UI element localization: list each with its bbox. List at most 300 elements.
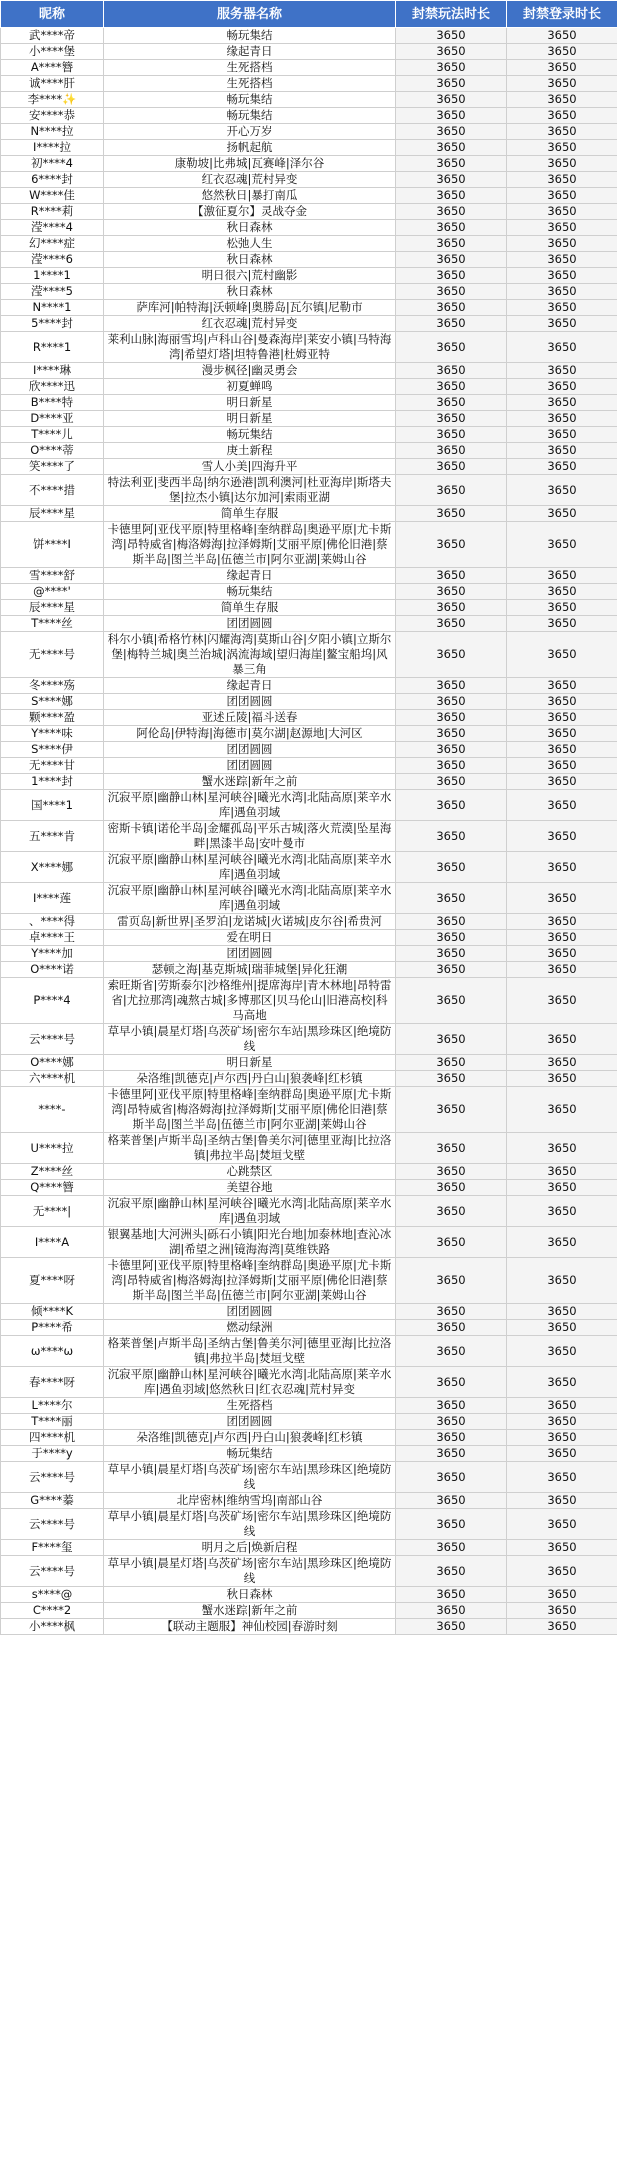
table-row [1, 220, 617, 236]
server-name-cell: 畅玩集结 [104, 92, 396, 108]
nickname-cell: C****2 [1, 1603, 104, 1619]
login-ban-cell: 3650 [507, 284, 617, 300]
nickname-cell: 诚****肝 [1, 76, 104, 92]
login-ban-cell: 3650 [507, 459, 617, 475]
login-ban-cell: 3650 [507, 124, 617, 140]
server-name-cell: 畅玩集结 [104, 28, 396, 44]
login-ban-cell: 3650 [507, 1509, 617, 1540]
server-name-cell: 沉寂平原|幽静山林|星河峡谷|曦光水湾|北陆高原|莱辛水库|遇鱼羽域|悠然秋日|红衣忍魂|荒村异变 [104, 1367, 396, 1398]
nickname-cell: B****特 [1, 395, 104, 411]
gameplay-ban-cell: 3650 [396, 108, 507, 124]
table-header-row [1, 1, 617, 28]
nickname-cell: D****亚 [1, 411, 104, 427]
gameplay-ban-cell: 3650 [396, 1164, 507, 1180]
server-name-cell: 阿伦岛|伊特海|海德市|莫尔湖|赵源地|大河区 [104, 726, 396, 742]
server-name-cell: 心跳禁区 [104, 1164, 396, 1180]
gameplay-ban-cell: 3650 [396, 1556, 507, 1587]
server-name-cell: 朵洛维|凯德克|卢尔西|丹白山|狼袭峰|红杉镇 [104, 1430, 396, 1446]
table-row [1, 821, 617, 852]
login-ban-cell: 3650 [507, 774, 617, 790]
login-ban-cell: 3650 [507, 220, 617, 236]
gameplay-ban-cell: 3650 [396, 978, 507, 1024]
server-name-cell: 索旺斯省|劳斯泰尔|沙格维州|提席海岸|青木林地|昂特雷省|尤拉那湾|魂熬古城|多博那区|贝马伦山|旧港高校|科马高地 [104, 978, 396, 1024]
server-name-cell: 团团圆圆 [104, 616, 396, 632]
login-ban-cell: 3650 [507, 60, 617, 76]
table-row [1, 379, 617, 395]
gameplay-ban-cell: 3650 [396, 124, 507, 140]
server-name-cell: 朵洛维|凯德克|卢尔西|丹白山|狼袭峰|红杉镇 [104, 1071, 396, 1087]
nickname-cell: I****拉 [1, 140, 104, 156]
server-name-cell: 科尔小镇|希格竹林|闪耀海湾|莫斯山谷|夕阳小镇|立斯尔堡|梅特兰城|奥兰治城|涡流海域|望归海崖|鳌宝船坞|风暴三角 [104, 632, 396, 678]
gameplay-ban-cell: 3650 [396, 284, 507, 300]
nickname-cell: 六****机 [1, 1071, 104, 1087]
server-name-cell: 团团圆圆 [104, 742, 396, 758]
gameplay-ban-cell: 3650 [396, 268, 507, 284]
table-row [1, 1414, 617, 1430]
gameplay-ban-cell: 3650 [396, 140, 507, 156]
table-row [1, 1304, 617, 1320]
table-row [1, 962, 617, 978]
server-name-cell: 简单生存服 [104, 600, 396, 616]
table-row [1, 946, 617, 962]
table-row [1, 60, 617, 76]
nickname-cell: 四****机 [1, 1430, 104, 1446]
nickname-cell: 滢****6 [1, 252, 104, 268]
server-name-cell: 团团圆圆 [104, 1414, 396, 1430]
gameplay-ban-cell: 3650 [396, 60, 507, 76]
nickname-cell: 倾****K [1, 1304, 104, 1320]
table-row [1, 459, 617, 475]
server-name-cell: 北岸密林|维纳雪坞|南部山谷 [104, 1493, 396, 1509]
gameplay-ban-cell: 3650 [396, 1540, 507, 1556]
nickname-cell: 无****甘 [1, 758, 104, 774]
gameplay-ban-cell: 3650 [396, 156, 507, 172]
login-ban-cell: 3650 [507, 790, 617, 821]
gameplay-ban-cell: 3650 [396, 1087, 507, 1133]
login-ban-cell: 3650 [507, 1196, 617, 1227]
nickname-cell: 欣****迅 [1, 379, 104, 395]
nickname-cell: 春****呀 [1, 1367, 104, 1398]
table-row [1, 1493, 617, 1509]
nickname-cell: 无****| [1, 1196, 104, 1227]
login-ban-cell: 3650 [507, 76, 617, 92]
server-name-cell: 生死搭档 [104, 1398, 396, 1414]
gameplay-ban-cell: 3650 [396, 584, 507, 600]
nickname-cell: N****拉 [1, 124, 104, 140]
table-row [1, 678, 617, 694]
nickname-cell: s****@ [1, 1587, 104, 1603]
gameplay-ban-cell: 3650 [396, 1446, 507, 1462]
gameplay-ban-cell: 3650 [396, 930, 507, 946]
header-login-ban-duration: 封禁登录时长 [507, 1, 617, 28]
table-row [1, 300, 617, 316]
gameplay-ban-cell: 3650 [396, 1304, 507, 1320]
login-ban-cell: 3650 [507, 726, 617, 742]
login-ban-cell: 3650 [507, 1180, 617, 1196]
server-name-cell: 雪人小美|四海升平 [104, 459, 396, 475]
nickname-cell: P****希 [1, 1320, 104, 1336]
gameplay-ban-cell: 3650 [396, 1619, 507, 1635]
table-row [1, 1587, 617, 1603]
server-name-cell: 沉寂平原|幽静山林|星河峡谷|曦光水湾|北陆高原|莱辛水库|遇鱼羽域 [104, 883, 396, 914]
login-ban-cell: 3650 [507, 1446, 617, 1462]
nickname-cell: P****4 [1, 978, 104, 1024]
gameplay-ban-cell: 3650 [396, 1196, 507, 1227]
nickname-cell: T****丝 [1, 616, 104, 632]
login-ban-cell: 3650 [507, 268, 617, 284]
login-ban-cell: 3650 [507, 1227, 617, 1258]
login-ban-cell: 3650 [507, 332, 617, 363]
gameplay-ban-cell: 3650 [396, 188, 507, 204]
table-row [1, 475, 617, 506]
server-name-cell: 美望谷地 [104, 1180, 396, 1196]
gameplay-ban-cell: 3650 [396, 1227, 507, 1258]
login-ban-cell: 3650 [507, 946, 617, 962]
nickname-cell: R****莉 [1, 204, 104, 220]
login-ban-cell: 3650 [507, 475, 617, 506]
login-ban-cell: 3650 [507, 1258, 617, 1304]
nickname-cell: 1****封 [1, 774, 104, 790]
login-ban-cell: 3650 [507, 1024, 617, 1055]
table-row [1, 172, 617, 188]
gameplay-ban-cell: 3650 [396, 726, 507, 742]
nickname-cell: 辰****星 [1, 506, 104, 522]
gameplay-ban-cell: 3650 [396, 28, 507, 44]
nickname-cell: 安****恭 [1, 108, 104, 124]
server-name-cell: 卡德里阿|亚伐平原|特里格峰|奎纳群岛|奥逊平原|尤卡斯湾|昂特威省|梅洛姆海|拉泽姆斯|艾丽平原|佛伦旧港|蔡斯半岛|图兰半岛|伍德兰市|阿尔亚湖|莱姆山谷 [104, 522, 396, 568]
gameplay-ban-cell: 3650 [396, 1071, 507, 1087]
server-name-cell: 爱在明日 [104, 930, 396, 946]
gameplay-ban-cell: 3650 [396, 411, 507, 427]
login-ban-cell: 3650 [507, 1164, 617, 1180]
table-row [1, 726, 617, 742]
table-row [1, 632, 617, 678]
header-server-name: 服务器名称 [104, 1, 396, 28]
table-row [1, 1462, 617, 1493]
gameplay-ban-cell: 3650 [396, 774, 507, 790]
gameplay-ban-cell: 3650 [396, 76, 507, 92]
server-name-cell: 草早小镇|晨星灯塔|乌茨矿场|密尔车站|黑珍珠区|绝境防线 [104, 1556, 396, 1587]
server-name-cell: 沉寂平原|幽静山林|星河峡谷|曦光水湾|北陆高原|莱辛水库|遇鱼羽域 [104, 852, 396, 883]
gameplay-ban-cell: 3650 [396, 92, 507, 108]
gameplay-ban-cell: 3650 [396, 632, 507, 678]
login-ban-cell: 3650 [507, 632, 617, 678]
table-row [1, 758, 617, 774]
table-row [1, 1087, 617, 1133]
gameplay-ban-cell: 3650 [396, 475, 507, 506]
login-ban-cell: 3650 [507, 1071, 617, 1087]
gameplay-ban-cell: 3650 [396, 44, 507, 60]
server-name-cell: 格莱普堡|卢斯半岛|圣纳古堡|鲁美尔河|德里亚海|比拉洛镇|弗拉半岛|焚垣戈壁 [104, 1133, 396, 1164]
login-ban-cell: 3650 [507, 600, 617, 616]
gameplay-ban-cell: 3650 [396, 568, 507, 584]
nickname-cell: F****玺 [1, 1540, 104, 1556]
login-ban-cell: 3650 [507, 172, 617, 188]
table-body [1, 28, 617, 1635]
server-name-cell: 燃动绿洲 [104, 1320, 396, 1336]
server-name-cell: 畅玩集结 [104, 584, 396, 600]
gameplay-ban-cell: 3650 [396, 1414, 507, 1430]
server-name-cell: 团团圆圆 [104, 1304, 396, 1320]
nickname-cell: 5****封 [1, 316, 104, 332]
login-ban-cell: 3650 [507, 1304, 617, 1320]
nickname-cell: T****儿 [1, 427, 104, 443]
login-ban-cell: 3650 [507, 1540, 617, 1556]
nickname-cell: 五****肯 [1, 821, 104, 852]
server-name-cell: 悠然秋日|暴打南瓜 [104, 188, 396, 204]
server-name-cell: 缘起青日 [104, 678, 396, 694]
server-name-cell: 简单生存服 [104, 506, 396, 522]
nickname-cell: @****' [1, 584, 104, 600]
gameplay-ban-cell: 3650 [396, 427, 507, 443]
login-ban-cell: 3650 [507, 1603, 617, 1619]
table-row [1, 883, 617, 914]
table-row [1, 1071, 617, 1087]
login-ban-cell: 3650 [507, 411, 617, 427]
nickname-cell: 于****y [1, 1446, 104, 1462]
server-name-cell: 团团圆圆 [104, 946, 396, 962]
nickname-cell: T****丽 [1, 1414, 104, 1430]
server-name-cell: 卡德里阿|亚伐平原|特里格峰|奎纳群岛|奥逊平原|尤卡斯湾|昂特威省|梅洛姆海|拉泽姆斯|艾丽平原|佛伦旧港|蔡斯半岛|图兰半岛|伍德兰市|阿尔亚湖|莱姆山谷 [104, 1258, 396, 1304]
login-ban-cell: 3650 [507, 821, 617, 852]
nickname-cell: 云****号 [1, 1462, 104, 1493]
nickname-cell: Q****簪 [1, 1180, 104, 1196]
login-ban-cell: 3650 [507, 92, 617, 108]
gameplay-ban-cell: 3650 [396, 506, 507, 522]
table-row [1, 1619, 617, 1635]
table-row [1, 284, 617, 300]
nickname-cell: 滢****4 [1, 220, 104, 236]
table-row [1, 1227, 617, 1258]
server-name-cell: 明日很六|荒村幽影 [104, 268, 396, 284]
gameplay-ban-cell: 3650 [396, 252, 507, 268]
gameplay-ban-cell: 3650 [396, 883, 507, 914]
server-name-cell: 秋日森林 [104, 220, 396, 236]
login-ban-cell: 3650 [507, 962, 617, 978]
login-ban-cell: 3650 [507, 852, 617, 883]
nickname-cell: I****A [1, 1227, 104, 1258]
table-row [1, 1556, 617, 1587]
server-name-cell: 莱利山脉|海丽雪坞|卢科山谷|曼森海岸|莱安小镇|马特海湾|希望灯塔|坦特鲁港|杜姆亚特 [104, 332, 396, 363]
gameplay-ban-cell: 3650 [396, 914, 507, 930]
table-row [1, 930, 617, 946]
nickname-cell: O****诺 [1, 962, 104, 978]
login-ban-cell: 3650 [507, 568, 617, 584]
server-name-cell: 【联动主题服】神仙校园|春游时刻 [104, 1619, 396, 1635]
login-ban-cell: 3650 [507, 108, 617, 124]
table-row [1, 427, 617, 443]
gameplay-ban-cell: 3650 [396, 1509, 507, 1540]
gameplay-ban-cell: 3650 [396, 742, 507, 758]
table-row [1, 1320, 617, 1336]
table-row [1, 1164, 617, 1180]
table-row [1, 188, 617, 204]
login-ban-cell: 3650 [507, 978, 617, 1024]
table-row [1, 1509, 617, 1540]
nickname-cell: A****簪 [1, 60, 104, 76]
gameplay-ban-cell: 3650 [396, 379, 507, 395]
nickname-cell: 辰****星 [1, 600, 104, 616]
gameplay-ban-cell: 3650 [396, 1430, 507, 1446]
gameplay-ban-cell: 3650 [396, 1055, 507, 1071]
login-ban-cell: 3650 [507, 316, 617, 332]
table-row [1, 584, 617, 600]
table-row [1, 1430, 617, 1446]
gameplay-ban-cell: 3650 [396, 790, 507, 821]
nickname-cell: 云****号 [1, 1556, 104, 1587]
table-row [1, 252, 617, 268]
server-name-cell: 红衣忍魂|荒村异变 [104, 316, 396, 332]
login-ban-cell: 3650 [507, 363, 617, 379]
table-row [1, 506, 617, 522]
server-name-cell: 生死搭档 [104, 76, 396, 92]
table-row [1, 694, 617, 710]
nickname-cell: ω****ω [1, 1336, 104, 1367]
login-ban-cell: 3650 [507, 300, 617, 316]
login-ban-cell: 3650 [507, 506, 617, 522]
table-row [1, 1446, 617, 1462]
server-name-cell: 卡德里阿|亚伐平原|特里格峰|奎纳群岛|奥逊平原|尤卡斯湾|昂特威省|梅洛姆海|拉泽姆斯|艾丽平原|佛伦旧港|蔡斯半岛|图兰半岛|伍德兰市|阿尔亚湖|莱姆山谷 [104, 1087, 396, 1133]
nickname-cell: Y****加 [1, 946, 104, 962]
nickname-cell: N****1 [1, 300, 104, 316]
login-ban-cell: 3650 [507, 140, 617, 156]
server-name-cell: 初夏蝉鸣 [104, 379, 396, 395]
header-nickname: 昵称 [1, 1, 104, 28]
nickname-cell: 国****1 [1, 790, 104, 821]
login-ban-cell: 3650 [507, 204, 617, 220]
gameplay-ban-cell: 3650 [396, 1320, 507, 1336]
table-row [1, 92, 617, 108]
server-name-cell: 蟹水迷踪|新年之前 [104, 1603, 396, 1619]
login-ban-cell: 3650 [507, 1587, 617, 1603]
gameplay-ban-cell: 3650 [396, 395, 507, 411]
table-row [1, 1133, 617, 1164]
table-row [1, 1196, 617, 1227]
login-ban-cell: 3650 [507, 1367, 617, 1398]
gameplay-ban-cell: 3650 [396, 821, 507, 852]
table-row [1, 1398, 617, 1414]
gameplay-ban-cell: 3650 [396, 236, 507, 252]
server-name-cell: 蟹水迷踪|新年之前 [104, 774, 396, 790]
table-row [1, 1024, 617, 1055]
server-name-cell: 漫步枫径|幽灵勇会 [104, 363, 396, 379]
login-ban-cell: 3650 [507, 1398, 617, 1414]
table-row [1, 568, 617, 584]
login-ban-cell: 3650 [507, 1414, 617, 1430]
login-ban-cell: 3650 [507, 584, 617, 600]
login-ban-cell: 3650 [507, 930, 617, 946]
nickname-cell: U****拉 [1, 1133, 104, 1164]
login-ban-cell: 3650 [507, 1619, 617, 1635]
nickname-cell: 卓****王 [1, 930, 104, 946]
login-ban-cell: 3650 [507, 694, 617, 710]
nickname-cell: I****莲 [1, 883, 104, 914]
gameplay-ban-cell: 3650 [396, 1587, 507, 1603]
gameplay-ban-cell: 3650 [396, 678, 507, 694]
server-name-cell: 庚土新程 [104, 443, 396, 459]
server-name-cell: 团团圆圆 [104, 694, 396, 710]
nickname-cell: ****- [1, 1087, 104, 1133]
server-name-cell: 缘起青日 [104, 44, 396, 60]
table-row [1, 236, 617, 252]
server-name-cell: 团团圆圆 [104, 758, 396, 774]
table-row [1, 316, 617, 332]
gameplay-ban-cell: 3650 [396, 600, 507, 616]
login-ban-cell: 3650 [507, 742, 617, 758]
gameplay-ban-cell: 3650 [396, 1493, 507, 1509]
nickname-cell: 夏****呀 [1, 1258, 104, 1304]
gameplay-ban-cell: 3650 [396, 220, 507, 236]
gameplay-ban-cell: 3650 [396, 522, 507, 568]
server-name-cell: 明日新星 [104, 411, 396, 427]
table-row [1, 411, 617, 427]
gameplay-ban-cell: 3650 [396, 694, 507, 710]
server-name-cell: 秋日森林 [104, 1587, 396, 1603]
nickname-cell: W****佳 [1, 188, 104, 204]
nickname-cell: G****蓁 [1, 1493, 104, 1509]
server-name-cell: 沉寂平原|幽静山林|星河峡谷|曦光水湾|北陆高原|莱辛水库|遇鱼羽域 [104, 790, 396, 821]
nickname-cell: 小****枫 [1, 1619, 104, 1635]
server-name-cell: 亚述丘陵|福斗送春 [104, 710, 396, 726]
table-row [1, 363, 617, 379]
login-ban-cell: 3650 [507, 427, 617, 443]
login-ban-cell: 3650 [507, 379, 617, 395]
gameplay-ban-cell: 3650 [396, 1133, 507, 1164]
nickname-cell: I****琳 [1, 363, 104, 379]
nickname-cell: L****尔 [1, 1398, 104, 1414]
table-row [1, 44, 617, 60]
table-row [1, 1603, 617, 1619]
gameplay-ban-cell: 3650 [396, 363, 507, 379]
login-ban-cell: 3650 [507, 443, 617, 459]
server-name-cell: 扬帆起航 [104, 140, 396, 156]
table-row [1, 1336, 617, 1367]
nickname-cell: 饼****I [1, 522, 104, 568]
login-ban-cell: 3650 [507, 758, 617, 774]
table-row [1, 395, 617, 411]
login-ban-cell: 3650 [507, 1133, 617, 1164]
server-name-cell: 密斯卡镇|诺伦半岛|金耀孤岛|平乐古城|落火荒漠|坠星海畔|黑漆半岛|安叶曼市 [104, 821, 396, 852]
gameplay-ban-cell: 3650 [396, 459, 507, 475]
gameplay-ban-cell: 3650 [396, 1336, 507, 1367]
server-name-cell: 康勒坡|比弗城|瓦赛峰|泽尔谷 [104, 156, 396, 172]
gameplay-ban-cell: 3650 [396, 332, 507, 363]
gameplay-ban-cell: 3650 [396, 443, 507, 459]
server-name-cell: 草早小镇|晨星灯塔|乌茨矿场|密尔车站|黑珍珠区|绝境防线 [104, 1509, 396, 1540]
gameplay-ban-cell: 3650 [396, 852, 507, 883]
nickname-cell: S****伊 [1, 742, 104, 758]
server-name-cell: 草早小镇|晨星灯塔|乌茨矿场|密尔车站|黑珍珠区|绝境防线 [104, 1462, 396, 1493]
gameplay-ban-cell: 3650 [396, 1180, 507, 1196]
login-ban-cell: 3650 [507, 522, 617, 568]
nickname-cell: 云****号 [1, 1024, 104, 1055]
gameplay-ban-cell: 3650 [396, 1367, 507, 1398]
nickname-cell: 6****封 [1, 172, 104, 188]
nickname-cell: O****蒂 [1, 443, 104, 459]
server-name-cell: 明月之后|焕新启程 [104, 1540, 396, 1556]
table-row [1, 140, 617, 156]
table-row [1, 1180, 617, 1196]
server-name-cell: 秋日森林 [104, 252, 396, 268]
server-name-cell: 生死搭档 [104, 60, 396, 76]
login-ban-cell: 3650 [507, 252, 617, 268]
login-ban-cell: 3650 [507, 44, 617, 60]
gameplay-ban-cell: 3650 [396, 1398, 507, 1414]
server-name-cell: 明日新星 [104, 395, 396, 411]
nickname-cell: O****娜 [1, 1055, 104, 1071]
login-ban-cell: 3650 [507, 1087, 617, 1133]
server-name-cell: 雷页岛|新世界|圣罗泊|龙诺城|火诺城|皮尔谷|希贵河 [104, 914, 396, 930]
